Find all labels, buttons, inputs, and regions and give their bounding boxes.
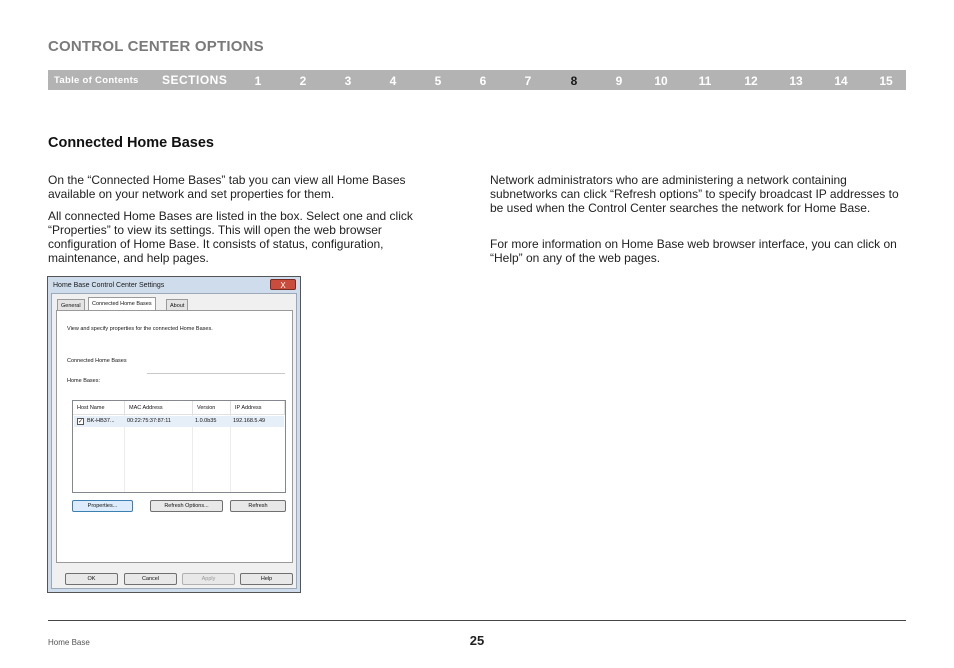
footer-product-name: Home Base [48,638,90,647]
section-link-2[interactable]: 2 [299,74,307,88]
group-label: Connected Home Bases [67,358,127,364]
tab-connected-home-bases[interactable]: Connected Home Bases [88,297,156,311]
help-button[interactable]: Help [240,573,293,585]
section-link-11[interactable]: 11 [698,74,712,88]
group-divider [147,373,285,374]
right-paragraph-1: Network administrators who are administering a network containing subnetworks can click “Refresh options” to specify broadcast IP addresses to be used when the Control Center searches the network for Home Base. [490,173,899,215]
section-link-13[interactable]: 13 [789,74,803,88]
dialog-body [51,293,297,589]
table-of-contents-link[interactable]: Table of Contents [54,75,139,86]
cancel-button[interactable]: Cancel [124,573,177,585]
list-label: Home Bases: [67,378,101,384]
cell-version: 1.0.0b35 [195,418,217,424]
section-link-15[interactable]: 15 [879,74,893,88]
refresh-options-button[interactable]: Refresh Options... [150,500,223,512]
settings-dialog-screenshot [47,276,301,593]
panel-description: View and specify properties for the connected Home Bases. [67,326,213,332]
section-link-9[interactable]: 9 [615,74,623,88]
section-link-3[interactable]: 3 [344,74,352,88]
dialog-title: Home Base Control Center Settings [53,282,165,289]
home-bases-list[interactable] [72,400,286,493]
left-paragraph-1: On the “Connected Home Bases” tab you can view all Home Bases available on your network and set properties for them. [48,173,406,201]
ok-button[interactable]: OK [65,573,118,585]
page-header-title: CONTROL CENTER OPTIONS [48,38,264,55]
section-link-6[interactable]: 6 [479,74,487,88]
left-paragraph-2: All connected Home Bases are listed in the box. Select one and click “Properties” to view its settings. This will open the web browser configuration of Home Base. It consists of status, configuration, maintenance, and help pages. [48,209,413,265]
close-icon[interactable]: X [270,279,296,290]
section-link-10[interactable]: 10 [654,74,668,88]
section-link-12[interactable]: 12 [744,74,758,88]
cell-ip-address: 192.168.5.49 [233,418,266,424]
column-header-mac-address[interactable]: MAC Address [125,401,193,415]
tab-panel [56,310,293,563]
section-navbar [48,70,906,90]
section-link-5[interactable]: 5 [434,74,442,88]
section-link-7[interactable]: 7 [524,74,532,88]
section-heading: Connected Home Bases [48,135,214,151]
sections-label: SECTIONS [162,73,228,87]
column-header-host-name[interactable]: Host Name [73,401,125,415]
cell-host-name: BK-HB37... [87,418,115,424]
cell-mac-address: 00:22:75:37:87:11 [127,418,171,424]
section-link-1[interactable]: 1 [254,74,262,88]
tab-general[interactable]: General [57,299,85,311]
properties-button[interactable]: Properties... [72,500,133,512]
section-link-14[interactable]: 14 [834,74,848,88]
row-checkbox[interactable]: ✓ [78,419,84,425]
section-link-4[interactable]: 4 [389,74,397,88]
right-paragraph-2: For more information on Home Base web browser interface, you can click on “Help” on any of the web pages. [490,237,897,265]
column-header-version[interactable]: Version [193,401,231,415]
column-header-ip-address[interactable]: IP Address [231,401,285,415]
footer-divider [48,620,906,621]
page-number: 25 [469,633,485,648]
refresh-button[interactable]: Refresh [230,500,286,512]
apply-button[interactable]: Apply [182,573,235,585]
section-link-8[interactable]: 8 [570,74,578,88]
tab-about[interactable]: About [166,299,188,311]
